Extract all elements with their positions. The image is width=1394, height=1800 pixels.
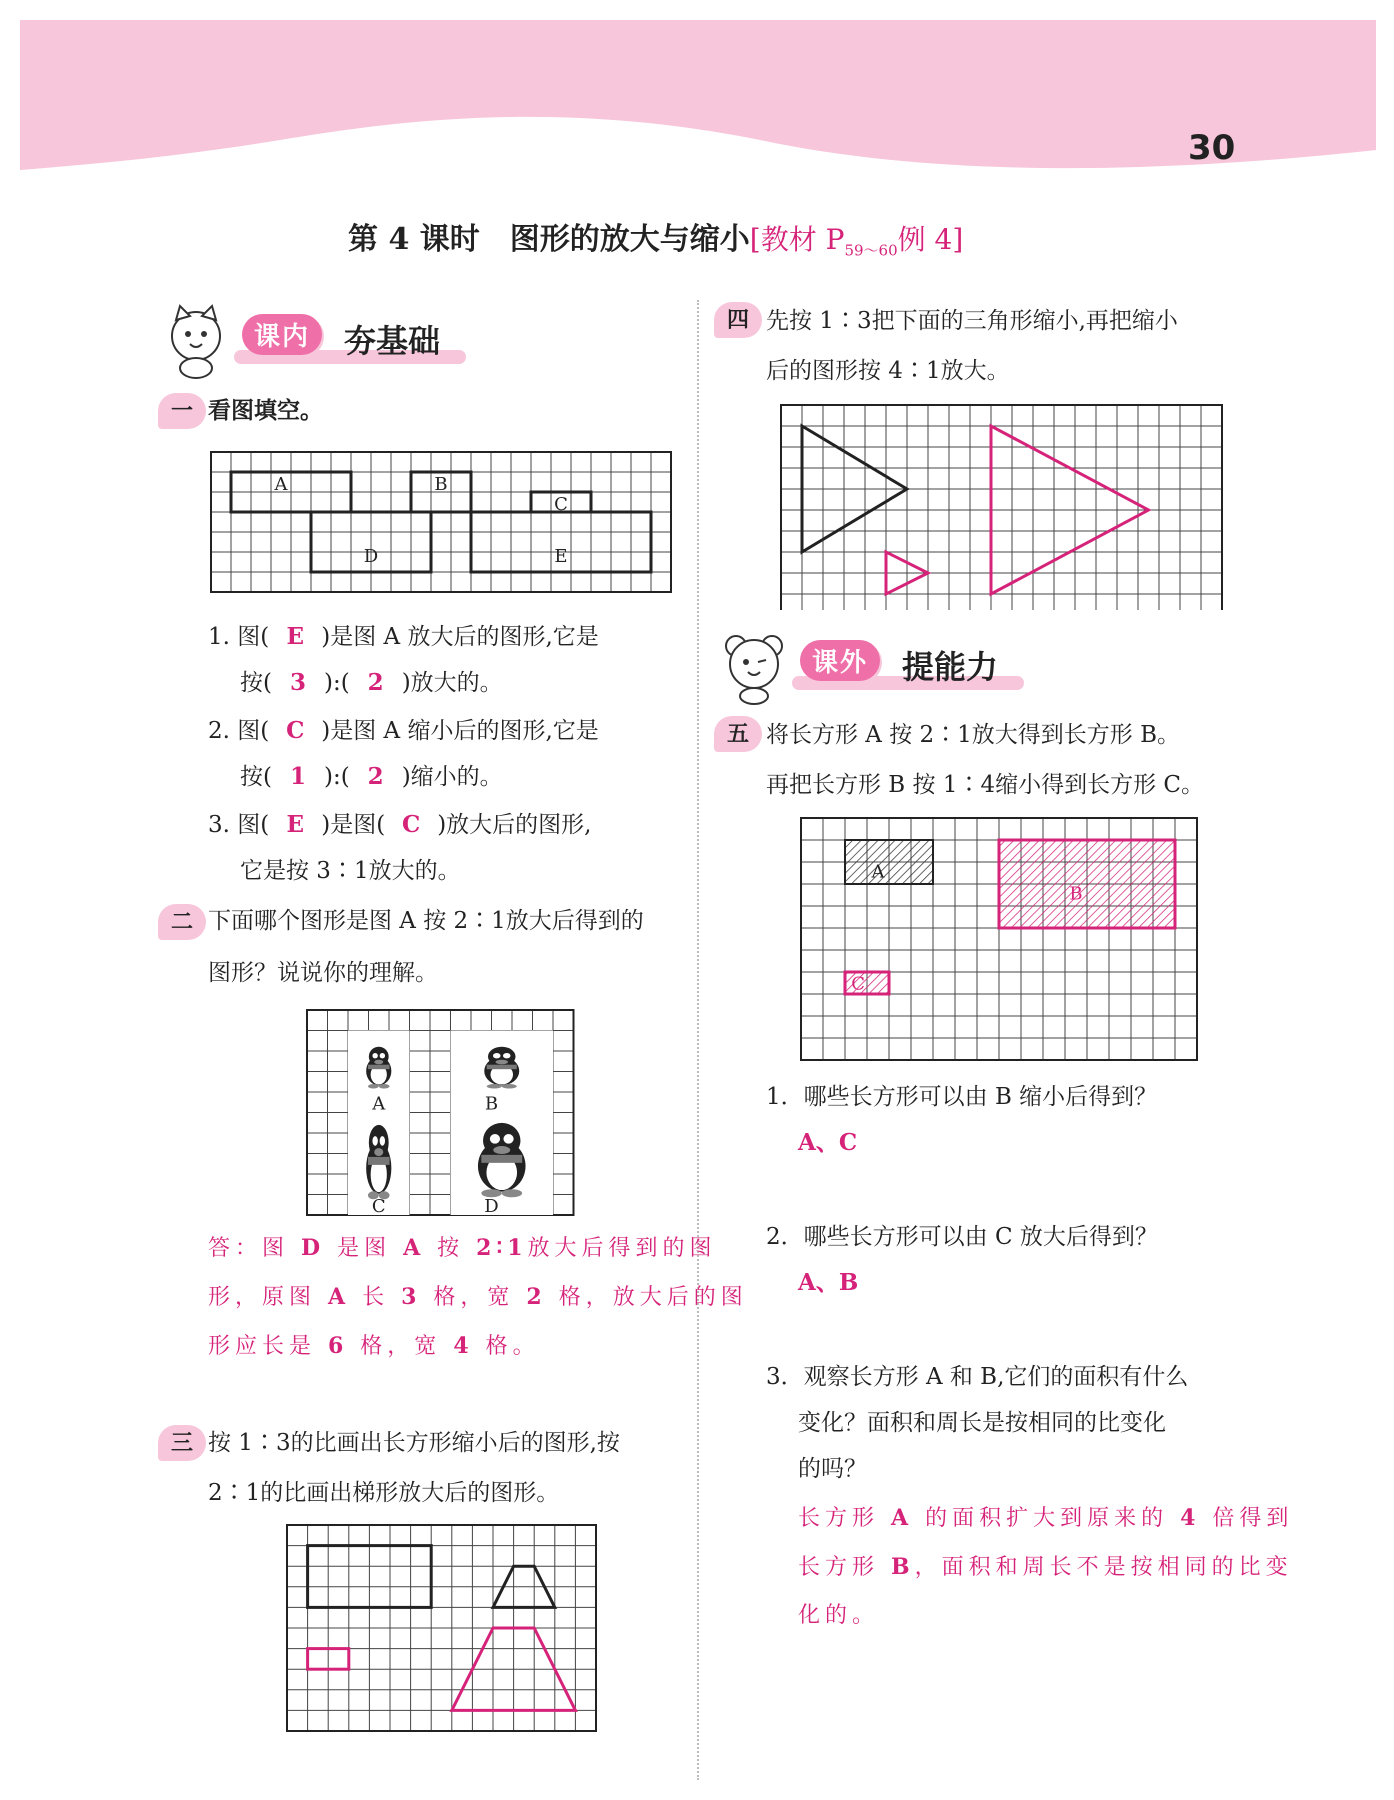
section-in-pill: 课内 [242,314,322,355]
q2-line1: 下面哪个图形是图 A 按 2∶1放大后得到的 [208,908,644,934]
title-ref-close: 例 4] [897,223,964,256]
q3-line2: 2∶1的比画出梯形放大后的图形。 [208,1480,560,1506]
q5-ans-1b: A [891,1505,914,1531]
label-C: C [554,494,568,515]
label-B: B [484,1093,499,1115]
q3-badge: 三 [158,1425,206,1461]
q1-item-3-text-b: )是图( [321,812,386,838]
label-A: A [871,861,885,883]
q5-sub1-question: 1．哪些长方形可以由 B 缩小后得到？ [766,1084,1158,1110]
q2-answer-line1 [208,1224,748,1273]
q2-ans-1a: 答：图 [208,1236,301,1261]
q1-badge: 一 [158,393,206,429]
q5-ans-1c: 的面积扩大到原来的 [913,1506,1181,1531]
q4-line2: 后的图形按 4∶1放大。 [766,358,1010,384]
q1-item-2-num: 2. [208,718,230,744]
q2-ans-3c: 格，宽 [348,1334,454,1359]
q1-item-2-line2 [240,762,503,792]
label-B: B [434,474,448,495]
q1-item-2-text-e: )缩小的。 [401,764,503,790]
q2-answer-line3 [208,1322,748,1371]
q1-grid-figure [210,450,674,602]
q5-line2: 再把长方形 B 按 1∶4缩小得到长方形 C。 [766,772,1205,798]
q2-answer [208,1224,748,1371]
page-title [348,214,963,261]
section-in-heading: 夯基础 [344,322,441,360]
q2-badge: 二 [158,904,206,940]
q1-item-2-answer-2: 1 [289,763,306,790]
q5-sub1-answer: A、C [798,1129,858,1156]
label-A: A [372,1093,386,1115]
q2-ans-3e: 格。 [473,1334,540,1359]
q5-sub3-answer-line1 [798,1494,1293,1543]
q5-grid-figure [800,816,1204,1064]
cat-mascot-icon [156,300,236,380]
rect-A [845,840,933,884]
q5-ans-1d: 4 [1180,1505,1201,1531]
q1-item-3-answer-1: E [286,811,305,838]
q2-ans-1e: 按 [425,1236,477,1261]
q1-item-1-text-c: 按( [240,670,272,696]
section-in-header [156,300,476,380]
q1-item-2-answer-3: 2 [367,763,384,790]
q5-ans-2b: B [891,1554,915,1580]
q4-line1: 先按 1∶3把下面的三角形缩小,再把缩小 [766,308,1178,334]
q5-sub3-answer-line3: 化的。 [798,1603,880,1628]
q2-ans-2g: 格，放大后的图 [546,1285,748,1310]
q5-sub3-answer [798,1494,1293,1640]
page-number: 30 [1188,128,1236,168]
q2-ans-1f: 2∶1 [476,1235,528,1261]
section-out-pill: 课外 [800,640,880,681]
q1-item-1-answer-1: E [286,623,305,650]
q1-item-2-line1 [208,716,599,746]
q1-item-3-line1 [208,810,592,840]
q1-item-1-line1 [208,622,599,652]
q2-ans-3b: 6 [328,1333,349,1359]
grid-lines [781,405,1222,610]
q2-ans-1c: 是图 [325,1236,404,1261]
label-D: D [363,546,379,567]
label-C: C [851,973,866,995]
label-C: C [371,1195,386,1216]
q2-ans-2c: 长 [350,1285,402,1310]
q1-item-3-answer-2: C [402,811,421,838]
section-out-heading: 提能力 [902,648,999,686]
label-D: D [484,1195,499,1216]
rect-B [999,840,1175,928]
q3-grid-figure [286,1524,600,1734]
title-ref [749,223,964,260]
q1-item-2-text-a: 图( [237,718,270,744]
q1-item-2-text-c: 按( [240,764,272,790]
q5-ans-2c: ，面积和周长不是按相同的比变 [914,1555,1293,1580]
label-B: B [1069,883,1083,905]
q5-sub3-answer-line2 [798,1543,1293,1592]
q4-grid-figure [780,404,1224,610]
q1-item-2-text-b: )是图 A 缩小后的图形,它是 [321,718,599,744]
q5-sub3-question-line3: 的吗？ [798,1456,867,1482]
q1-item-1-text-a: 图( [237,624,270,650]
q2-ans-2b: A [328,1284,351,1310]
label-E: E [554,546,568,567]
q4-badge: 四 [714,302,762,338]
q2-ans-1b: D [301,1235,326,1261]
q1-item-1-text-e: )放大的。 [401,670,503,696]
q1-item-3-num: 3. [208,812,230,838]
q1-item-2-text-d: ):( [323,764,350,790]
q1-item-1-num: 1. [208,624,230,650]
q1-item-1-text-d: ):( [323,670,350,696]
q2-answer-line2 [208,1273,748,1322]
q5-ans-1e: 倍得到 [1200,1506,1294,1531]
q2-ans-3d: 4 [453,1333,474,1359]
grid-lines [287,1525,596,1731]
q1-item-1-answer-3: 2 [367,669,384,696]
title-main: 第 4 课时 图形的放大与缩小 [348,222,750,257]
q1-item-2-answer-1: C [286,717,305,744]
column-divider [697,300,699,1780]
q5-sub2-answer: A、B [798,1269,859,1296]
q1-item-1-text-b: )是图 A 放大后的图形,它是 [321,624,599,650]
q5-ans-2a: 长方形 [798,1555,891,1580]
title-ref-sub: 59～60 [844,241,898,260]
q1-item-1-answer-2: 3 [289,669,306,696]
title-ref-open: [教材 P [749,223,845,256]
q1-item-3-line2: 它是按 3∶1放大的。 [240,858,461,884]
q2-ans-2e: 格，宽 [421,1285,527,1310]
q1-item-3-text-a: 图( [237,812,270,838]
q3-line1: 按 1∶3的比画出长方形缩小后的图形,按 [208,1430,620,1456]
section-out-header [714,626,1034,706]
q2-ans-2f: 2 [526,1284,547,1310]
q1-item-1-line2 [240,668,503,698]
label-A: A [274,474,288,495]
grid-border [781,405,1222,610]
q1-prompt: 看图填空。 [208,398,323,424]
q2-ans-1g: 放大后得到的图 [527,1236,717,1261]
q5-ans-1a: 长方形 [798,1506,891,1531]
q5-line1: 将长方形 A 按 2∶1放大得到长方形 B。 [766,722,1181,748]
q2-ans-2a: 形，原图 [208,1285,328,1310]
q2-ans-1d: A [403,1235,426,1261]
q2-ans-2d: 3 [401,1284,422,1310]
q5-badge: 五 [714,716,762,752]
header-wave [0,0,1394,200]
q5-sub3-question-line1: 3．观察长方形 A 和 B,它们的面积有什么 [766,1364,1189,1390]
q2-grid-figure [306,1008,582,1216]
bear-mascot-icon [714,626,794,706]
q5-sub2-question: 2．哪些长方形可以由 C 放大后得到？ [766,1224,1158,1250]
q2-ans-3a: 形应长是 [208,1334,328,1359]
q5-sub3-question-line2: 变化？面积和周长是按相同的比变化 [798,1410,1166,1436]
q1-item-3-text-c: )放大后的图形, [437,812,592,838]
q2-line2: 图形？说说你的理解。 [208,960,438,986]
